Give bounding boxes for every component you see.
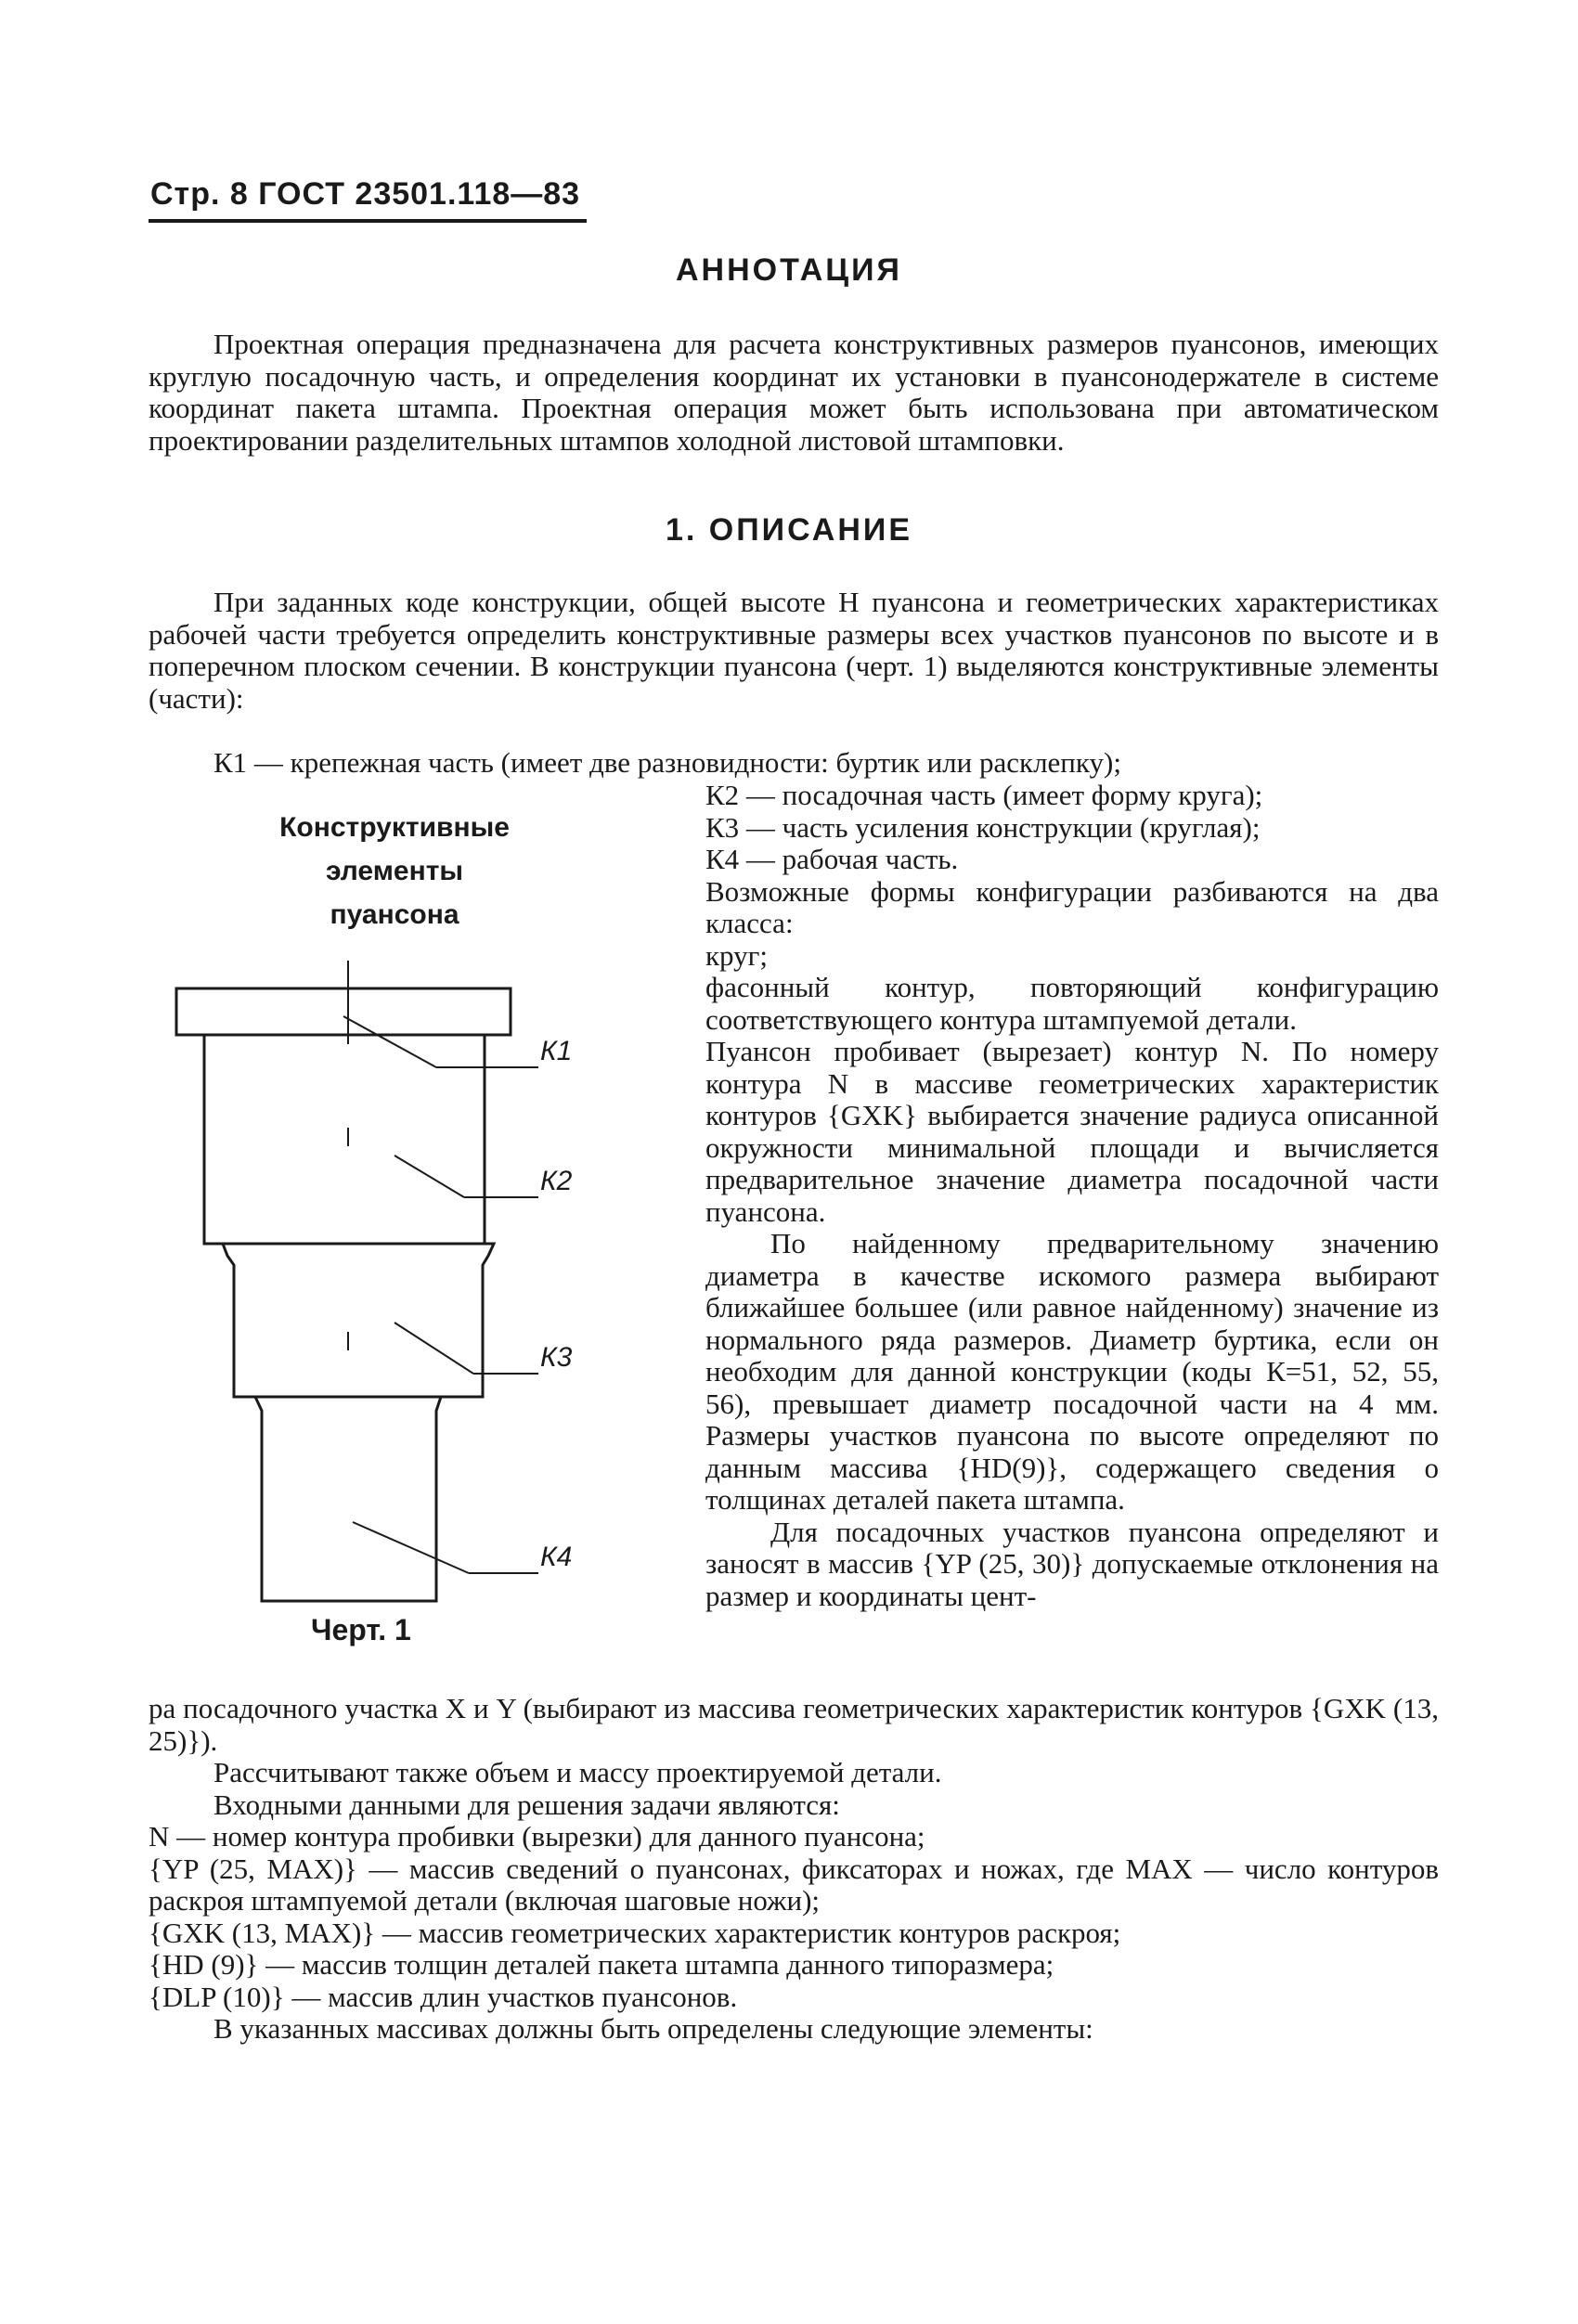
landing-paragraph-end: ра посадочного участка X и Y (выбирают из массива геометрических характеристик контуров {GXK (13, 25)}).: [149, 1692, 1439, 1757]
k1-head-outline: [176, 988, 511, 1035]
inputs-intro: Входными данными для решения задачи являются:: [213, 1788, 840, 1821]
label-k2: К2: [540, 1166, 573, 1196]
figure-title-line: Конструктивные: [279, 812, 510, 843]
header-rule: [149, 219, 587, 223]
found-paragraph: По найденному предварительному значению диаметра в качестве искомого размера выбирают ближайшее большее (или равное найденному) значение из нормального ряда размеров. Диаметр буртика, если он необходим для данной конструкции (коды К=51, 52, 55, 56), превышает диаметр посадочной части на 4 мм. Размеры участков пуансона по высоте определяют по данным массива {HD(9)}, содержащего сведения о толщинах деталей пакета штампа.: [705, 1227, 1439, 1516]
element-k1: К1 — крепежная часть (имеет две разновидности: буртик или расклепку);: [213, 746, 1121, 779]
leader-k1: [343, 1016, 436, 1067]
lower-text: [149, 1693, 1439, 2046]
input-dlp: {DLP (10)} — массив длин участков пуансонов.: [149, 1980, 738, 2013]
volume-paragraph: Рассчитывают также объем и массу проектируемой детали.: [213, 1756, 942, 1788]
label-k4: К4: [540, 1542, 573, 1572]
element-k4: К4 — рабочая часть.: [705, 843, 959, 875]
forms-paragraph: Возможные формы конфигурации разбиваются на два класса:: [705, 874, 1439, 939]
leader-k2: [394, 1156, 464, 1197]
element-k2: К2 — посадочная часть (имеет форму круга);: [705, 779, 1263, 811]
figure-title-line: элементы: [325, 856, 464, 886]
intro-paragraph: [149, 587, 1439, 715]
punch-body-outline: [204, 1035, 494, 1601]
form-shaped: фасонный контур, повторяющий конфигурацию соответствующего контура штампуемой детали.: [705, 971, 1439, 1036]
final-paragraph: В указанных массивах должны быть определены следующие элементы:: [213, 2012, 1093, 2045]
intro-text: При заданных коде конструкции, общей высоте H пуансона и геометрических характеристиках рабочей части требуется определить конструктивные размеры всех участков пуансонов по высоте и в поперечном плоском сечении. В конструкции пуансона (черт. 1) выделяются конструктивные элементы (части):: [149, 586, 1439, 715]
annotation-paragraph: [149, 329, 1439, 457]
input-yp: {YP (25, MAX)} — массив сведений о пуансонах, фиксаторах и ножах, где MAX — число контуров раскроя штампуемой детали (включая шаговые ножи);: [149, 1852, 1439, 1917]
figure-caption: Черт. 1: [311, 1613, 411, 1646]
input-hd: {HD (9)} — массив толщин деталей пакета штампа данного типоразмера;: [149, 1948, 1054, 1981]
section-heading: 1. ОПИСАНИЕ: [665, 512, 913, 548]
label-k3: К3: [540, 1342, 573, 1373]
label-k1: К1: [540, 1036, 573, 1066]
running-head: Стр. 8 ГОСТ 23501.118—83: [150, 176, 581, 212]
form-circle: круг;: [705, 938, 768, 972]
leader-k3: [394, 1323, 473, 1374]
right-column: [705, 780, 1439, 1612]
leader-k4: [353, 1522, 469, 1573]
punch-paragraph: Пуансон пробивает (вырезает) контур N. По номеру контура N в массиве геометрических характеристик контуров {GXK} выбирается значение радиуса описанной окружности минимальной площади и вычисляется предварительное значение диаметра посадочной части пуансона.: [705, 1035, 1439, 1228]
annotation-heading: АННОТАЦИЯ: [676, 252, 902, 288]
punch-drawing: [167, 961, 603, 1610]
input-n: N — номер контура пробивки (вырезки) для данного пуансона;: [149, 1820, 925, 1853]
input-gxk: {GXK (13, MAX)} — массив геометрических характеристик контуров раскроя;: [149, 1916, 1121, 1949]
landing-paragraph-start: Для посадочных участков пуансона определяют и заносят в массив {YP (25, 30)} допускаемые отклонения на размер и координаты цент-: [705, 1515, 1439, 1612]
figure-title-line: пуансона: [330, 899, 459, 930]
figure-title: [218, 806, 571, 936]
annotation-text: Проектная операция предназначена для расчета конструктивных размеров пуансонов, имеющих круглую посадочную часть, и определения координат их установки в пуансонодержателе в системе координат пакета штампа. Проектная операция может быть использована при автоматическом проектировании разделительных штампов холодной листовой штамповки.: [149, 328, 1439, 457]
element-k3: К3 — часть усиления конструкции (круглая);: [705, 810, 1261, 844]
